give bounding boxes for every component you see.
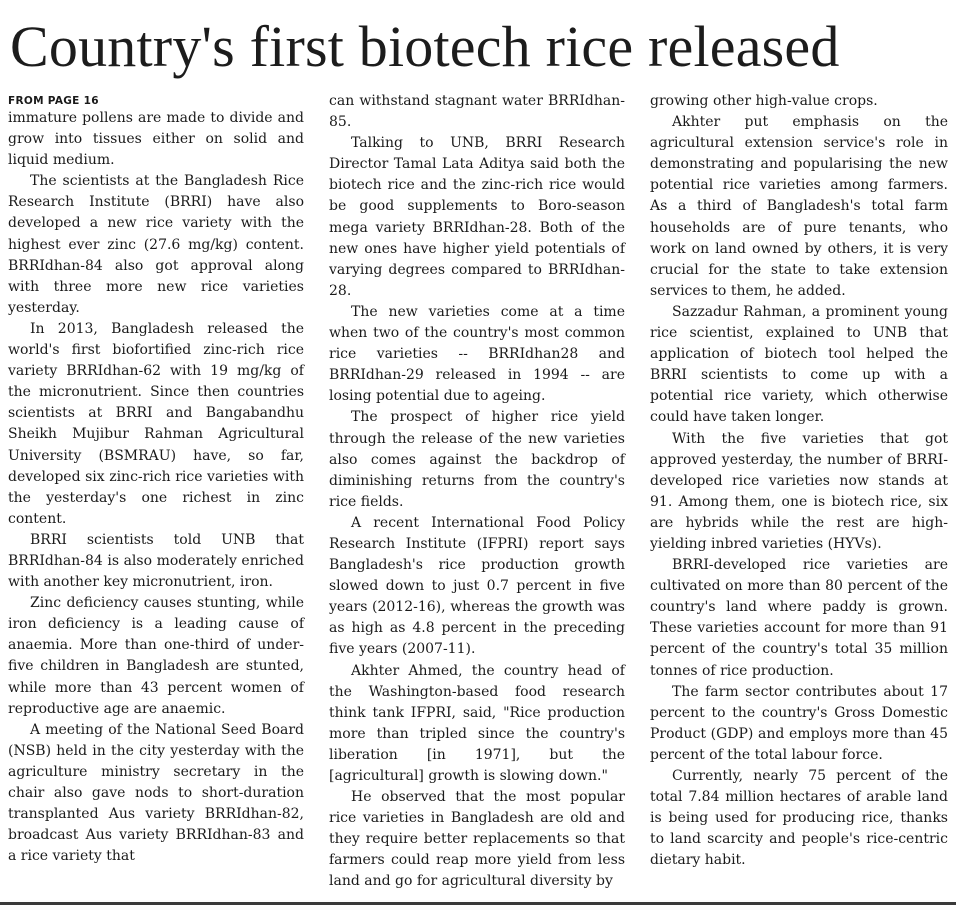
paragraph: Talking to UNB, BRRI Research Director Tamal Lata Aditya said both the biotech rice and the zinc-rich rice would be good supplements to Boro-season mega variety BRRIdhan-28. Both of the new ones have higher yield potentials of varying degrees compared to BRRIdhan-28. [329, 135, 625, 299]
paragraph: A meeting of the National Seed Board (NSB) held in the city yesterday with the agriculture ministry secretary in the chair also gave nods to short-duration transplanted Aus variety BRRIdhan-82, broadcast Aus variety BRRIdhan-83 and a rice variety that [8, 721, 304, 865]
paragraph: immature pollens are made to divide and grow into tissues either on solid and liquid medium. [8, 110, 304, 169]
paragraph: can withstand stagnant water BRRIdhan-85. [329, 93, 625, 131]
article-column-1 [8, 94, 304, 867]
paragraph: Akhter Ahmed, the country head of the Washington-based food research think tank IFPRI, said, "Rice production more than tripled since the country's liberation [in 1971], but the [agricultural] growth is slowing down." [329, 662, 625, 784]
article-column-2 [329, 91, 625, 893]
paragraph: growing other high-value crops. [650, 93, 878, 109]
paragraph: The scientists at the Bangladesh Rice Research Institute (BRRI) have also developed a new rice variety with the highest ever zinc (27.6 mg/kg) content. BRRIdhan-84 also got approval along with three more new rice varieties yesterday. [8, 173, 304, 316]
article-column-3 [650, 91, 948, 871]
paragraph: BRRI-developed rice varieties are cultivated on more than 80 percent of the country's land where paddy is grown. These varieties account for more than 91 percent of the country's total 35 million tonnes of rice production. [650, 557, 948, 679]
paragraph: The new varieties come at a time when two of the country's most common rice varieties -- BRRIdhan28 and BRRIdhan-29 released in 1994 -- are losing potential due to ageing. [329, 303, 625, 405]
paragraph: A recent International Food Policy Research Institute (IFPRI) report says Bangladesh's rice production growth slowed down to just 0.7 percent in five years (2012-16), whereas the growth was as high as 4.8 percent in the preceding five years (2007-11). [329, 514, 625, 658]
paragraph: The prospect of higher rice yield through the release of the new varieties also comes against the backdrop of diminishing returns from the country's rice fields. [329, 409, 625, 510]
continued-from-label: FROM PAGE 16 [8, 95, 99, 107]
paragraph: He observed that the most popular rice varieties in Bangladesh are old and they require better replacements so that farmers could reap more yield from less land and go for agricultural diversity by [329, 789, 625, 890]
paragraph: The farm sector contributes about 17 percent to the country's Gross Domestic Product (GDP) and employs more than 45 percent of the total labour force. [650, 683, 948, 763]
paragraph: Akhter put emphasis on the agricultural extension service's role in demonstrating and popularising the new potential rice varieties among farmers. As a third of Bangladesh's total farm households are of pure tenants, who work on land owned by others, it is very crucial for the state to take extension services to them, he added. [650, 114, 948, 299]
paragraph: BRRI scientists told UNB that BRRIdhan-84 is also moderately enriched with another key micronutrient, iron. [8, 531, 304, 591]
headline: Country's first biotech rice released [10, 14, 840, 79]
paragraph: Zinc deficiency causes stunting, while iron deficiency is a leading cause of anaemia. More than one-third of under-five children in Bangladesh are stunted, while more than 43 percent women of reproductive age are anaemic. [8, 595, 304, 717]
bottom-rule [0, 902, 956, 905]
paragraph: Currently, nearly 75 percent of the total 7.84 million hectares of arable land is being used for producing rice, thanks to land scarcity and people's rice-centric dietary habit. [650, 768, 948, 869]
paragraph: With the five varieties that got approved yesterday, the number of BRRI-developed rice varieties now stands at 91. Among them, one is biotech rice, six are hybrids while the rest are high-yielding inbred varieties (HYVs). [650, 430, 948, 552]
paragraph: In 2013, Bangladesh released the world's first biofortified zinc-rich rice variety BRRIdhan-62 with 19 mg/kg of the micronutrient. Since then countries scientists at BRRI and Bangabandhu Sheikh Mujibur Rahman Agricultural University (BSMRAU) have, so far, developed six zinc-rich rice varieties with the yesterday's one richest in zinc content. [8, 320, 304, 527]
paragraph: Sazzadur Rahman, a prominent young rice scientist, explained to UNB that application of biotech tool helped the BRRI scientists to come up with a potential rice variety, which otherwise could have taken longer. [650, 303, 948, 426]
